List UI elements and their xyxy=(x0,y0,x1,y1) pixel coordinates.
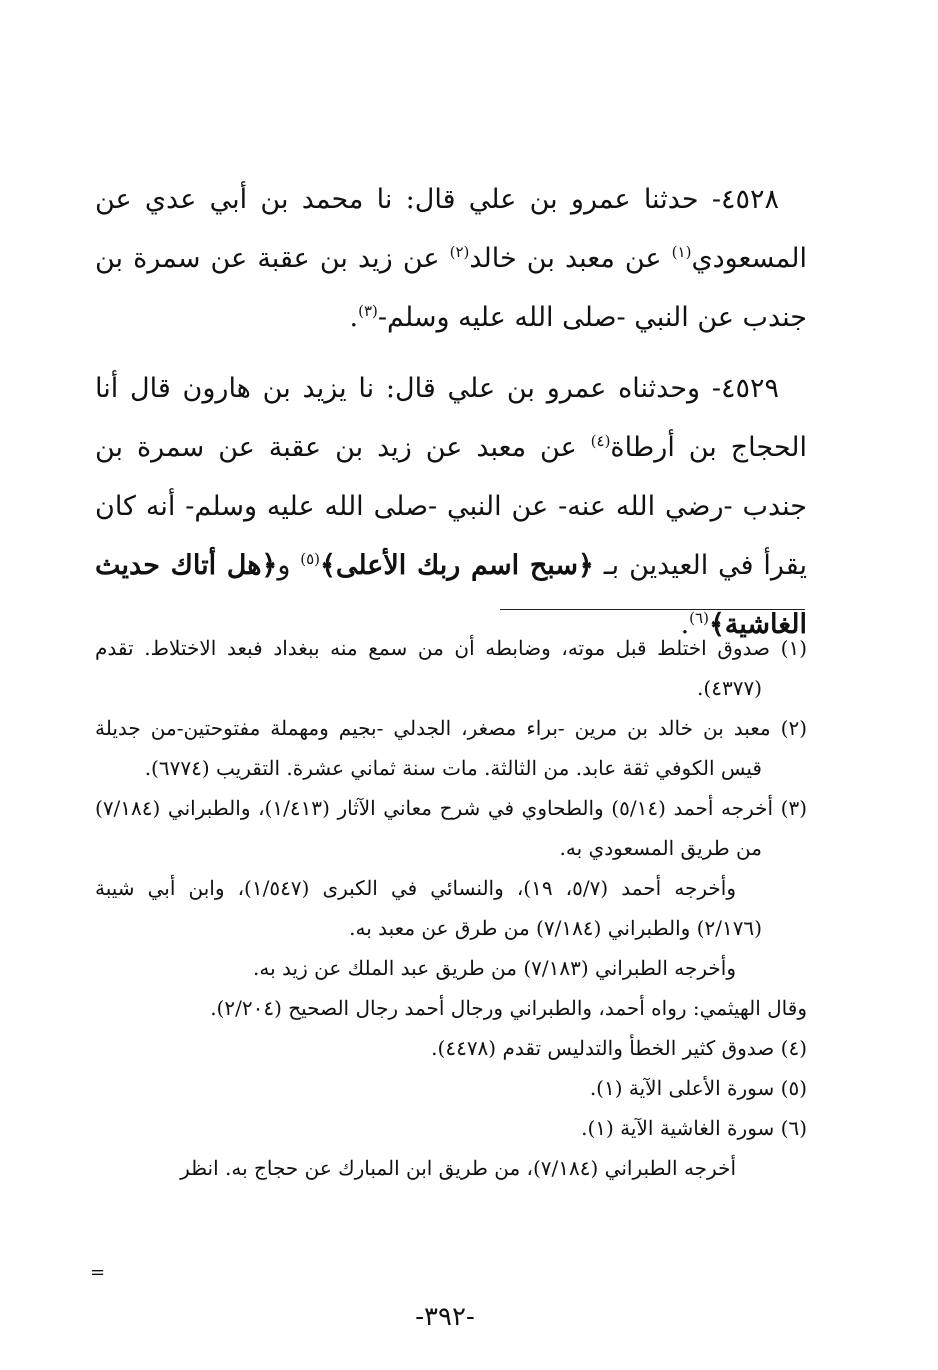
footnote-2: (٢) معبد بن خالد بن مرين -براء مصغر، الجدلي -بجيم ومهملة مفتوحتين-من جديلة قيس الكوفي ثقة عابد. من الثالثة. مات سنة ثماني عشرة. التقريب (٦٧٧٤). xyxy=(95,716,807,780)
footnote-ref[interactable]: (٣) xyxy=(358,302,378,320)
footnote-3: (٣) أخرجه أحمد (٥/١٤) والطحاوي في شرح معاني الآثار (١/٤١٣)، والطبراني (٧/١٨٤) من طريق المسعودي به. xyxy=(95,796,808,860)
footnote-3-continued: وأخرجه الطبراني (٧/١٨٣) من طريق عبد الملك عن زيد به. xyxy=(253,956,736,980)
footnotes xyxy=(95,628,807,1188)
continuation-mark: = xyxy=(90,1262,106,1283)
footnote-6: (٦) سورة الغاشية الآية (١). xyxy=(581,1116,807,1140)
footnote-1: (١) صدوق اختلط قبل موته، وضابطه أن من سمع منه ببغداد فبعد الاختلاط. تقدم (٤٣٧٧). xyxy=(95,636,807,700)
hadith-text: ٤٥٢٩- وحدثناه عمرو بن علي قال: نا يزيد بن هارون قال أنا الحجاج بن أرطاة xyxy=(95,373,807,463)
hadith-text: و xyxy=(277,550,301,581)
footnote-5: (٥) سورة الأعلى الآية (١). xyxy=(589,1076,807,1100)
footnote-4: (٤) صدوق كثير الخطأ والتدليس تقدم (٤٤٧٨). xyxy=(431,1036,807,1060)
hadith-text: عن معبد بن خالد xyxy=(469,243,672,274)
hadith-text: عن زيد بن عقبة عن سمرة بن جندب عن النبي -صلى الله عليه وسلم- xyxy=(95,243,807,333)
footnote-3-continued: وأخرجه أحمد (٥/٧، ١٩)، والنسائي في الكبرى (١/٥٤٧)، وابن أبي شيبة (٢/١٧٦) والطبراني (٧/١٨٤) من طرق عن معبد به. xyxy=(95,876,762,940)
hadith-text: . xyxy=(349,302,359,333)
hadith-text: عن معبد عن زيد بن عقبة عن سمرة بن جندب -رضي الله عنه- عن النبي -صلى الله عليه وسلم- أنه كان يقرأ في العيدين بـ xyxy=(95,432,807,581)
footnote-6-continued: أخرجه الطبراني (٧/١٨٤)، من طريق ابن المبارك عن حجاج به. انظر xyxy=(180,1156,736,1180)
quran-verse: ﴿هل أتاك حديث الغاشية﴾ xyxy=(95,550,807,640)
hadith-4528 xyxy=(95,170,807,347)
page-number: -٣٩٢- xyxy=(415,1302,475,1332)
hadith-text: . xyxy=(680,609,690,640)
footnote-ref[interactable]: (١) xyxy=(671,243,692,261)
footnote-3-continued: وقال الهيثمي: رواه أحمد، والطبراني ورجال أحمد رجال الصحيح (٢/٢٠٤). xyxy=(210,996,807,1020)
quran-verse: ﴿سبح اسم ربك الأعلى﴾ xyxy=(320,550,594,581)
footnote-ref[interactable]: (٦) xyxy=(689,609,709,627)
footnote-divider xyxy=(500,609,805,610)
footnote-ref[interactable]: (٥) xyxy=(300,550,321,568)
hadith-text: ٤٥٢٨- حدثنا عمرو بن علي قال: نا محمد بن أبي عدي عن المسعودي xyxy=(95,184,807,274)
main-text xyxy=(95,170,807,666)
footnote-ref[interactable]: (٢) xyxy=(449,243,470,261)
footnote-ref[interactable]: (٤) xyxy=(590,432,611,450)
